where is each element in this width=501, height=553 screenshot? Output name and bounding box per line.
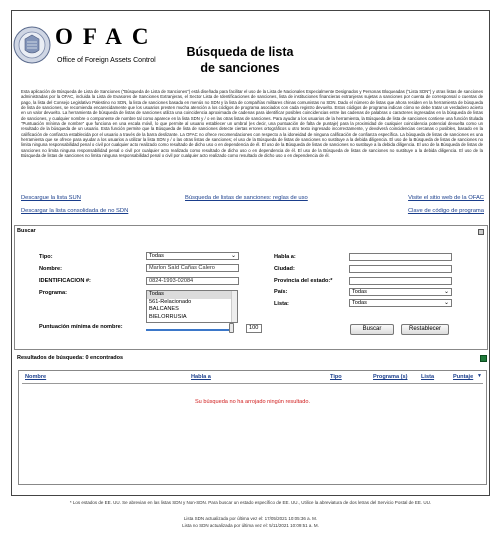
column-header-program[interactable]: Programa (s) — [373, 374, 408, 380]
address-label: Habla a: — [274, 254, 296, 260]
type-select[interactable] — [146, 252, 239, 260]
country-select[interactable] — [349, 288, 452, 296]
address-input[interactable] — [349, 253, 452, 261]
program-label: Programa: — [39, 290, 67, 296]
program-key-link[interactable]: Clave de código de programa — [407, 208, 484, 214]
program-option[interactable]: BIELORRUSIA — [149, 314, 187, 321]
id-label: IDENTIFICACION #: — [39, 278, 91, 284]
search-rules-link[interactable]: Búsqueda de listas de sanciones: reglas de uso — [185, 195, 308, 201]
state-label: Provincia del estado:* — [274, 278, 333, 284]
search-panel-title: Buscar — [17, 228, 36, 234]
min-score-slider-thumb[interactable] — [229, 323, 234, 333]
country-label: País: — [274, 289, 288, 295]
search-button[interactable]: Buscar — [350, 324, 394, 335]
chevron-down-icon: ⌄ — [443, 300, 449, 306]
sort-down-icon[interactable]: ▼ — [477, 373, 482, 379]
program-option[interactable]: Todas — [147, 291, 237, 299]
name-label: Nombre: — [39, 266, 62, 272]
min-score-input[interactable]: 100 — [246, 324, 262, 333]
column-header-score[interactable]: Puntaje — [453, 374, 474, 380]
type-select-value: Todas — [149, 253, 164, 259]
program-option[interactable]: BALCANES — [149, 306, 179, 313]
program-listbox[interactable] — [146, 290, 238, 323]
ofac-logo-word: OFAC — [55, 24, 159, 49]
name-input[interactable]: Marlon Saíd Cañas Calero — [146, 264, 239, 272]
search-panel — [14, 225, 488, 350]
chevron-down-icon: ⌄ — [443, 289, 449, 295]
download-sdn-link[interactable]: Descargue la lista SUN — [21, 195, 81, 201]
min-score-slider-track[interactable] — [146, 329, 232, 331]
program-option[interactable]: 561-Relacionado — [149, 298, 192, 305]
sdn-updated-note: Lista SDN actualizada por última vez el: 17/05/2021 10:05:36 a. M. — [183, 516, 318, 521]
download-consolidated-link[interactable]: Descargar la lista consolidada de no SDN — [21, 208, 129, 214]
reset-button[interactable]: Restablecer — [401, 324, 449, 335]
intro-paragraph: Esta aplicación de Búsqueda de Lista de Sanciones ("Búsqueda de Lista de Sanciones") está diseñada para facilitar el uso de la Lista de Nacionales Especialmente Designados y Personas Bloqueadas ("Lista SDN") y otras listas de sanciones administradas por la OFAC, incluida la Lista de Evasores de Sanciones Extranjeras, el Sector Lista de Identificaciones de sanciones, lista de instituciones financieras extranjeras sujetas a sanciones por cuenta de corresponsal o cuentas de pago, la lista del Consejo Legislativo Palestino no SDN, la lista de sanciones basada en menús no SDN y la lista de compañías militares chinas comunistas no SDN. Dado el número de listas que ahora residen en la herramienta de búsqueda de lista de sanciones, se recomienda encarecidamente que los usuarios presten mucha atención a los códigos de programa asociados con cada registro devuelto. Estos códigos de programa indican cómo se debe tratar un verdadero acierto en un valor devuelto. La herramienta de búsqueda de listas de sanciones utiliza una coincidencia aproximada de cadenas para identificar posibles coincidencias entre las cadenas de palabras o caracteres ingresadas en la búsqueda de listas de sanciones, y cualquier nombre o componente de nombre tal como aparece en la lista SDN y / o en las otras listas de sanciones. Para ayudar a los usuarios de la herramienta, la Búsqueda de lista de sanciones contiene una función titulada "Puntuación mínima de nombre" que funciona en una escala móvil, lo que permite al usuario establecer un umbral (es decir, una puntuación de falta de puntaje) para la proximidad de cualquier coincidencia potencial devuelta como un resultado de la búsqueda de un usuario. Esta función permite que la Búsqueda de lista de sanciones detecte ciertas errores ortográficos u otro texto ingresado incorrectamente, y devolverá coincidencias cercanas o posibles, basado en la calificación de confianza establecida por el usuario a través de la barra deslizante. La OFAC no ofrece recomendaciones con respecto a la idoneidad de ninguna calificación de confianza específica. La búsqueda de listas de sanciones es una herramienta que se ofrece para ayudar a los usuarios a utilizar la lista SDN y / o las otras listas de sanciones; el uso de la Búsqueda de listas de sanciones no sustituye a la debida diligencia. El uso de la Búsqueda de listas de sanciones no limita ninguna responsabilidad penal o civil por cualquier acto realizado como resultado de dicho uso o en dependencia de él. El uso de la Búsqueda de listas de sanciones no sustituye a la debida diligencia. El uso de la Búsqueda de listas de sanciones no limita ninguna responsabilidad penal o civil por cualquier acto realizado como resultado de dicho uso o en dependencia de él. El uso de la Búsqueda de listas de sanciones no sustituye a la debida diligencia. El uso de la Búsqueda de listas de sanciones no limita ninguna responsabilidad penal o civil por cualquier acto realizado como resultado de dicho uso o en dependencia de él. — [21, 89, 483, 159]
ofac-logo-subtitle: Office of Foreign Assets Control — [57, 57, 156, 64]
results-title: Resultados de búsqueda: 0 encontrados — [17, 355, 124, 361]
country-select-value: Todas — [352, 289, 367, 295]
chevron-down-icon: ⌄ — [230, 253, 236, 259]
id-input[interactable]: 0824-1993-02084 — [146, 277, 239, 285]
city-input[interactable] — [349, 265, 452, 273]
results-table — [18, 370, 487, 485]
no-results-message: Su búsqueda no ha arrojado ningún resultado. — [194, 399, 311, 405]
excel-export-icon[interactable] — [480, 355, 487, 362]
column-header-name[interactable]: Nombre — [25, 374, 47, 380]
visit-ofac-link[interactable]: Visite el sitio web de la OFAC — [408, 195, 484, 201]
column-header-type[interactable]: Tipo — [330, 374, 342, 380]
page-title: Búsqueda de lista de sanciones — [186, 45, 294, 75]
type-label: Tipo: — [39, 254, 53, 260]
nonsdn-updated-note: Lista no SDN actualizada por última vez el: 5/11/2021 10:09:51 a. M. — [182, 523, 319, 528]
program-listbox-scrollbar[interactable] — [231, 291, 237, 322]
min-score-label: Puntuación mínima de nombre: — [39, 324, 123, 330]
header-divider — [22, 383, 483, 384]
list-select[interactable] — [349, 299, 452, 307]
print-icon[interactable] — [478, 229, 484, 235]
column-header-address[interactable]: Habla a — [191, 374, 211, 380]
list-select-value: Todas — [352, 300, 367, 306]
state-abbreviation-note: * Los estados de EE. UU. Se abrevian en las listas SDN y Non-SDN. Para buscar un estado específico de EE. UU., Utilice la abreviatura de dos letras del Servicio Postal de EE. UU. — [69, 500, 432, 505]
list-label: Lista: — [274, 301, 289, 307]
city-label: Ciudad: — [274, 266, 295, 272]
treasury-seal-logo — [13, 26, 51, 64]
state-input[interactable] — [349, 277, 452, 285]
column-header-list[interactable]: Lista — [421, 374, 435, 380]
